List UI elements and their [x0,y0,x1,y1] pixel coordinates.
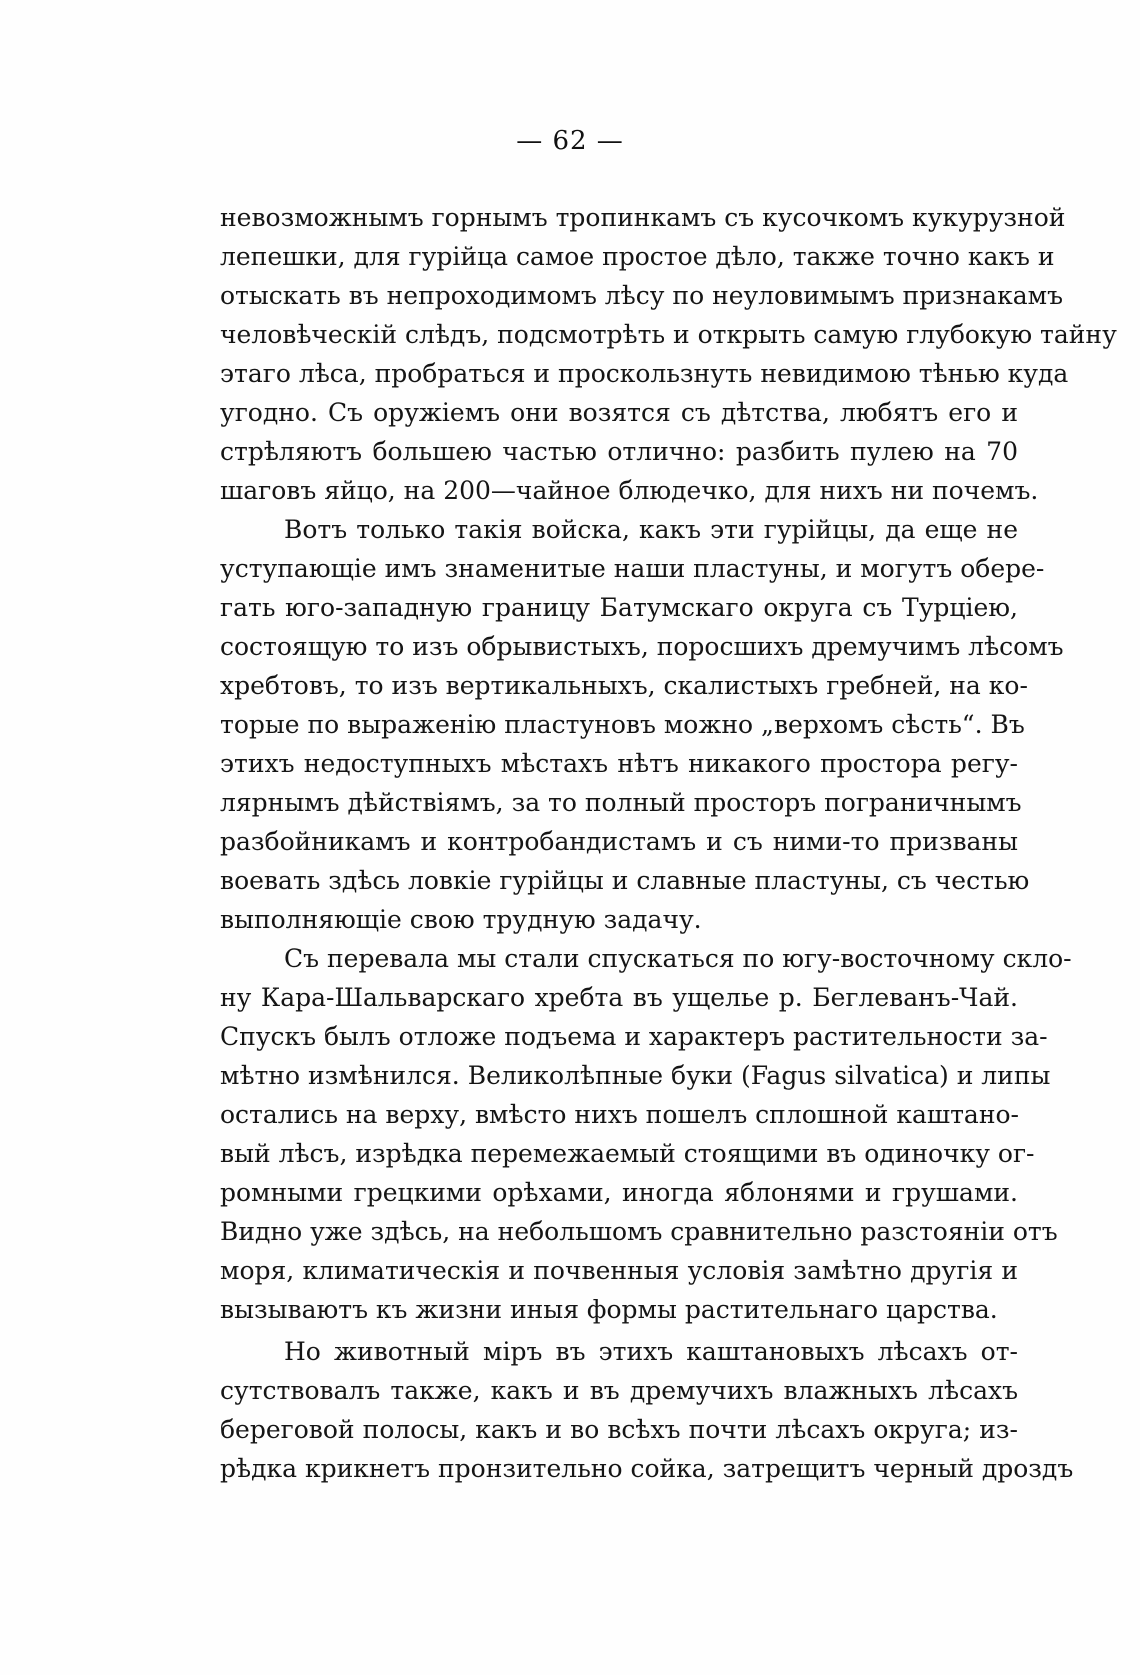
text-line: этаго лѣса, пробраться и проскользнуть невидимою тѣнью куда [220,359,1069,388]
text-line: разбойникамъ и контробандистамъ и съ ними-то призваны [220,827,1018,856]
text-line: воевать здѣсь ловкіе гурійцы и славные пластуны, съ честью [220,866,1030,895]
text-line: сутствовалъ также, какъ и въ дремучихъ влажныхъ лѣсахъ [220,1376,1018,1405]
text-line: Вотъ только такія войска, какъ эти гурійцы, да еще не [284,515,1018,544]
text-line: отыскать въ непроходимомъ лѣсу по неуловимымъ признакамъ [220,281,1063,310]
text-line: выполняющіе свою трудную задачу. [220,905,702,934]
text-line: хребтовъ, то изъ вертикальныхъ, скалистыхъ гребней, на ко- [220,671,1028,700]
text-line: человѣческій слѣдъ, подсмотрѣть и открыть самую глубокую тайну [220,320,1117,349]
text-line: лепешки, для гурійца самое простое дѣло, также точно какъ и [220,242,1055,271]
text-line: состоящую то изъ обрывистыхъ, поросшихъ дремучимъ лѣсомъ [220,632,1064,661]
text-line: шаговъ яйцо, на 200—чайное блюдечко, для нихъ ни почемъ. [220,476,1039,505]
text-line: уступающіе имъ знаменитые наши пластуны, и могутъ обере- [220,554,1045,583]
text-line: торые по выраженію пластуновъ можно „верхомъ сѣсть“. Въ [220,710,1025,739]
text-line: лярнымъ дѣйствіямъ, за то полный просторъ пограничнымъ [220,788,1022,817]
text-line: ромными грецкими орѣхами, иногда яблонями и грушами. [220,1178,1018,1207]
text-line: угодно. Съ оружіемъ они возятся съ дѣтства, любятъ его и [220,398,1018,427]
text-line: моря, климатическія и почвенныя условія замѣтно другія и [220,1256,1018,1285]
text-line: стрѣляютъ большею частью отлично: разбить пулею на 70 [220,437,1018,466]
text-line: ну Кара-Шальварскаго хребта въ ущелье р. Беглеванъ-Чай. [220,983,1018,1012]
text-line: мѣтно измѣнился. Великолѣпные буки (Fagus silvatica) и липы [220,1061,1051,1090]
text-line: невозможнымъ горнымъ тропинкамъ съ кусочкомъ кукурузной [220,203,1066,232]
text-line: остались на верху, вмѣсто нихъ пошелъ сплошной каштано- [220,1100,1019,1129]
page-number: — 62 — [516,126,624,156]
text-line: Съ перевала мы стали спускаться по югу-восточному скло- [284,944,1072,973]
text-line: Но животный міръ въ этихъ каштановыхъ лѣсахъ от- [284,1337,1018,1366]
text-line: вызываютъ къ жизни иныя формы растительнаго царства. [220,1295,998,1324]
text-line: этихъ недоступныхъ мѣстахъ нѣтъ никакого простора регу- [220,749,1018,778]
body-text [220,198,1117,1488]
text-line: Спускъ былъ отложе подъема и характеръ растительности за- [220,1022,1048,1051]
text-line: Видно уже здѣсь, на небольшомъ сравнительно разстояніи отъ [220,1217,1058,1246]
text-line: гать юго-западную границу Батумскаго округа съ Турціею, [220,593,1018,622]
text-line: вый лѣсъ, изрѣдка перемежаемый стоящими въ одиночку ог- [220,1139,1035,1168]
text-line: рѣдка крикнетъ пронзительно сойка, затрещитъ черный дроздъ [220,1454,1074,1483]
text-line: береговой полосы, какъ и во всѣхъ почти лѣсахъ округа; из- [220,1415,1018,1444]
